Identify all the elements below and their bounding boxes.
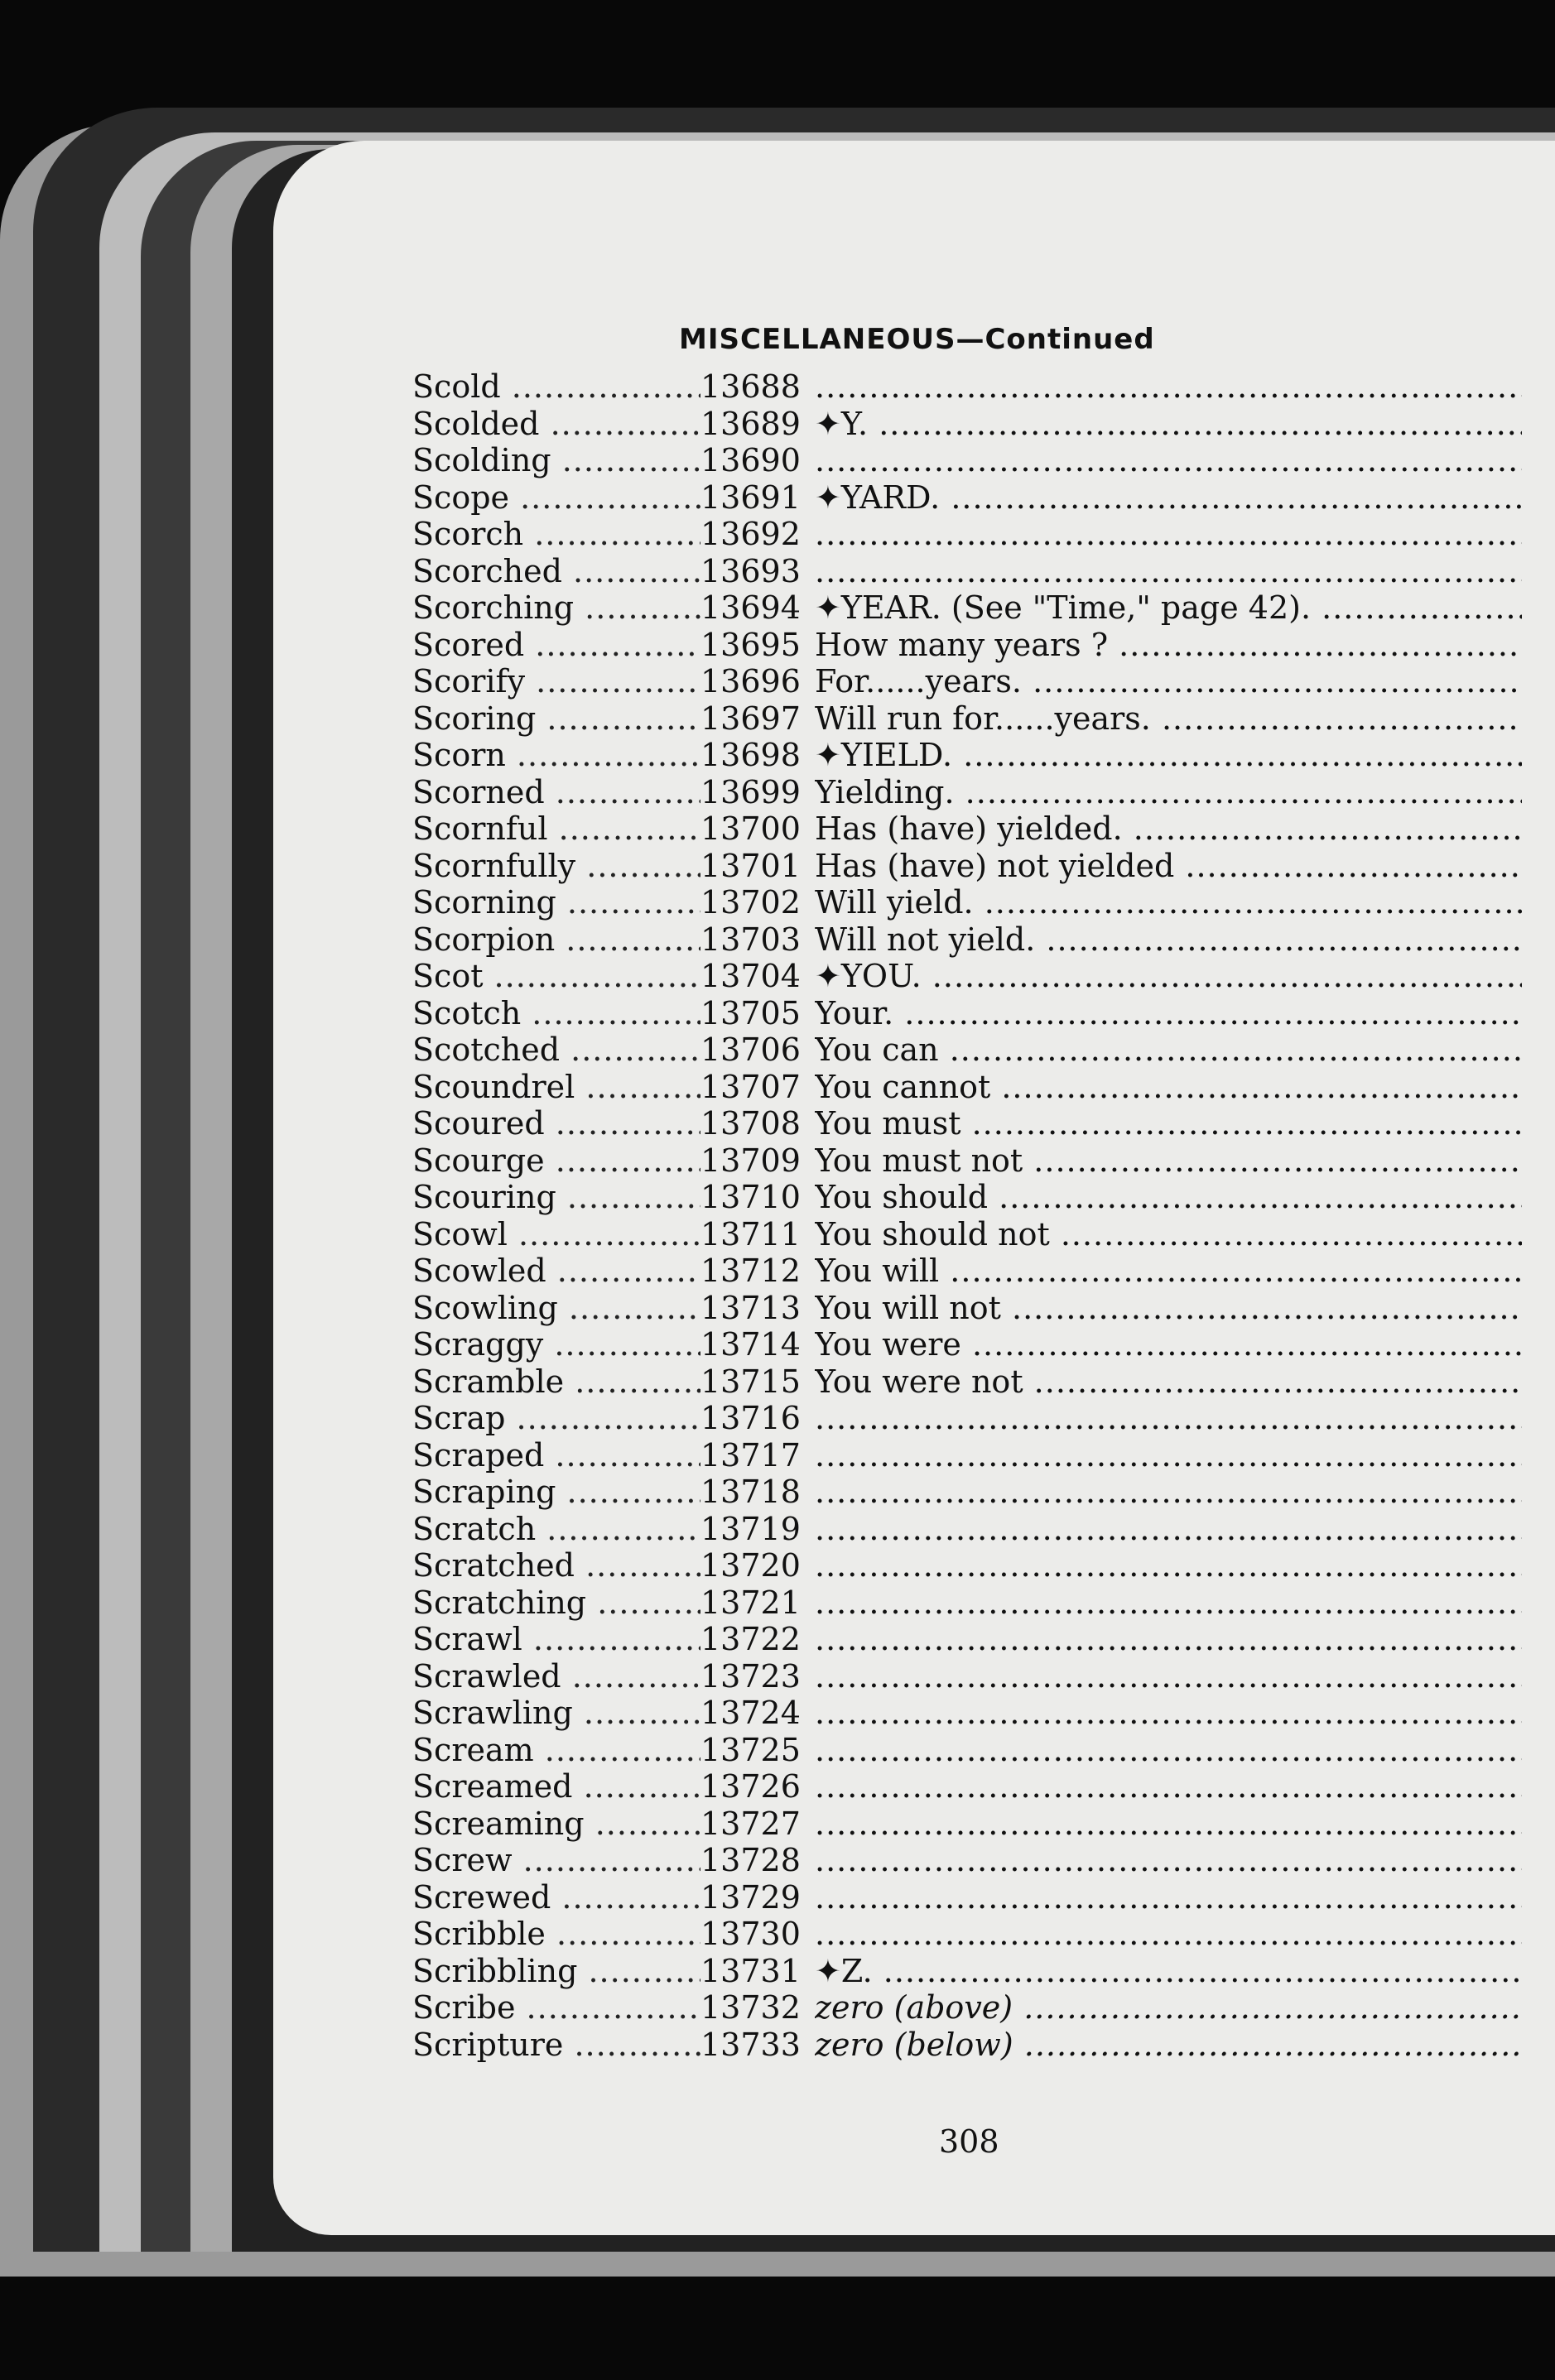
entry-word: Screaming ..... — [412, 1805, 700, 1842]
entry-code: 13724 — [700, 1695, 801, 1731]
entry-code: 13695 — [700, 626, 801, 663]
list-item — [412, 1216, 1522, 1253]
entry-word: Scratched ..... — [412, 1547, 700, 1584]
entry-code: 13694 — [700, 589, 801, 626]
list-item — [412, 810, 1522, 848]
entry-word: Scoured ..... — [412, 1105, 700, 1142]
entry-meaning: zero (below) ..... — [815, 2027, 1522, 2063]
entry-word: Scraping ..... — [412, 1474, 700, 1510]
entry-word: Scripture ..... — [412, 2027, 700, 2063]
entry-code: 13718 — [700, 1474, 801, 1510]
entry-code: 13693 — [700, 552, 801, 589]
entry-code: 13714 — [700, 1326, 801, 1363]
entry-meaning — [815, 1842, 1522, 1878]
entry-code: 13723 — [700, 1657, 801, 1695]
entry-word: Scorched ..... — [412, 553, 700, 589]
entry-meaning: You will not ..... — [815, 1290, 1522, 1326]
entry-word: Scorning ..... — [412, 884, 700, 921]
list-item — [412, 1805, 1522, 1843]
list-item — [412, 995, 1522, 1032]
entry-word: Scraggy ..... — [412, 1326, 700, 1363]
list-item — [412, 958, 1522, 995]
entry-meaning: You cannot ..... — [815, 1069, 1522, 1105]
entry-word: Scotched ..... — [412, 1031, 700, 1068]
entry-code: 13690 — [700, 442, 801, 478]
entry-word: Scream ..... — [412, 1732, 700, 1768]
entry-code: 13692 — [700, 516, 801, 552]
entry-meaning — [815, 516, 1522, 552]
entry-code: 13711 — [700, 1215, 801, 1253]
entry-word: Scorpion ..... — [412, 921, 700, 958]
entry-code: 13731 — [700, 1952, 801, 1989]
list-item — [412, 442, 1522, 479]
entry-word: Scramble ..... — [412, 1363, 700, 1400]
entry-code: 13715 — [700, 1363, 801, 1400]
list-item — [412, 1474, 1522, 1511]
entry-code: 13702 — [700, 884, 801, 921]
entry-word: Scolded ..... — [412, 406, 700, 442]
entry-meaning — [815, 1805, 1522, 1842]
entry-code: 13727 — [700, 1805, 801, 1842]
entry-word: Scorned ..... — [412, 774, 700, 810]
entry-word: Scornful ..... — [412, 810, 700, 847]
list-item — [412, 1879, 1522, 1916]
entry-word: Scorn ..... — [412, 737, 700, 773]
list-item — [412, 663, 1522, 700]
entry-meaning: Your. ..... — [815, 995, 1522, 1031]
entry-meaning — [815, 1916, 1522, 1952]
entry-word: Scratch ..... — [412, 1511, 700, 1547]
entry-word: Scolding ..... — [412, 442, 700, 478]
entry-code: 13700 — [700, 810, 801, 847]
entry-meaning: Has (have) yielded. ..... — [815, 810, 1522, 847]
entry-meaning: ✦Z. ..... — [815, 1953, 1522, 1989]
entry-word: Scourge ..... — [412, 1142, 700, 1179]
entry-meaning — [815, 553, 1522, 589]
entry-word: Scrawl ..... — [412, 1621, 700, 1657]
entry-code: 13691 — [700, 478, 801, 516]
entry-code: 13722 — [700, 1621, 801, 1657]
entry-code: 13697 — [700, 700, 801, 737]
entry-code: 13719 — [700, 1510, 801, 1547]
entry-meaning — [815, 1621, 1522, 1657]
entry-code: 13696 — [700, 663, 801, 700]
list-item — [412, 700, 1522, 738]
entry-meaning — [815, 1695, 1522, 1731]
entry-word: Scratching ..... — [412, 1584, 700, 1621]
entry-code: 13721 — [700, 1584, 801, 1621]
entry-word: Screamed ..... — [412, 1768, 700, 1805]
entry-code: 13716 — [700, 1400, 801, 1436]
entry-meaning: For......years. ..... — [815, 663, 1522, 700]
entry-meaning: ✦YEAR. (See "Time," page 42). ..... — [815, 589, 1522, 626]
entry-meaning: You will ..... — [815, 1253, 1522, 1289]
list-item — [412, 1290, 1522, 1327]
list-item — [412, 553, 1522, 590]
entry-word: Scold ..... — [412, 368, 700, 405]
entry-meaning: ✦YOU. ..... — [815, 958, 1522, 994]
entry-meaning: You can ..... — [815, 1031, 1522, 1068]
entry-code: 13725 — [700, 1731, 801, 1768]
list-item — [412, 1658, 1522, 1695]
list-item — [412, 1069, 1522, 1106]
entry-meaning: Will yield. ..... — [815, 884, 1522, 921]
list-item — [412, 1363, 1522, 1401]
list-item — [412, 737, 1522, 774]
entry-word: Scribe ..... — [412, 1989, 700, 2026]
entry-code: 13689 — [700, 405, 801, 442]
entry-code: 13726 — [700, 1768, 801, 1805]
entry-meaning: You must not ..... — [815, 1142, 1522, 1179]
entry-word: Screw ..... — [412, 1842, 700, 1878]
entry-meaning: You were ..... — [815, 1326, 1522, 1363]
entry-word: Scowled ..... — [412, 1253, 700, 1289]
entry-word: Scrap ..... — [412, 1400, 700, 1436]
entry-meaning: Yielding. ..... — [815, 774, 1522, 810]
entry-word: Scraped ..... — [412, 1437, 700, 1474]
entry-meaning: zero (above) ..... — [815, 1989, 1522, 2026]
list-item — [412, 1547, 1522, 1584]
entry-word: Scoring ..... — [412, 700, 700, 737]
entry-word: Scowling ..... — [412, 1290, 700, 1326]
list-item — [412, 1768, 1522, 1805]
list-item — [412, 1326, 1522, 1363]
entry-word: Scornfully ..... — [412, 848, 700, 884]
list-item — [412, 1105, 1522, 1142]
list-item — [412, 1953, 1522, 1990]
entry-word: Scowl ..... — [412, 1216, 700, 1253]
list-item — [412, 921, 1522, 959]
entry-code: 13688 — [700, 368, 801, 405]
entry-word: Screwed ..... — [412, 1879, 700, 1916]
list-item — [412, 2027, 1522, 2064]
entry-meaning — [815, 1768, 1522, 1805]
entry-code: 13728 — [700, 1842, 801, 1878]
entry-meaning: You should ..... — [815, 1179, 1522, 1215]
entry-meaning — [815, 1437, 1522, 1474]
entry-code: 13710 — [700, 1179, 801, 1215]
entry-word: Scorify ..... — [412, 663, 700, 700]
entry-code: 13720 — [700, 1547, 801, 1584]
list-item — [412, 479, 1522, 517]
list-item — [412, 627, 1522, 664]
entry-meaning — [815, 1879, 1522, 1916]
code-list — [412, 368, 1522, 2063]
entry-word: Scot ..... — [412, 958, 700, 994]
list-item — [412, 406, 1522, 443]
entry-meaning: Has (have) not yielded ..... — [815, 848, 1522, 884]
page-number: 308 — [939, 2123, 999, 2160]
entry-meaning: ✦YARD. ..... — [815, 479, 1522, 516]
entry-code: 13730 — [700, 1916, 801, 1952]
list-item — [412, 589, 1522, 627]
entry-meaning — [815, 1732, 1522, 1768]
entry-code: 13733 — [700, 2026, 801, 2063]
entry-meaning: You should not ..... — [815, 1216, 1522, 1253]
list-item — [412, 368, 1522, 406]
entry-code: 13717 — [700, 1436, 801, 1474]
entry-word: Scorch ..... — [412, 516, 700, 552]
entry-code: 13732 — [700, 1989, 801, 2026]
entry-word: Scrawled ..... — [412, 1658, 700, 1695]
entry-word: Scorching ..... — [412, 589, 700, 626]
entry-code: 13709 — [700, 1142, 801, 1179]
list-item — [412, 516, 1522, 553]
entry-word: Scoundrel ..... — [412, 1069, 700, 1105]
entry-code: 13712 — [700, 1253, 801, 1289]
list-item — [412, 1695, 1522, 1732]
entry-word: Scouring ..... — [412, 1179, 700, 1215]
list-item — [412, 1842, 1522, 1879]
entry-code: 13729 — [700, 1878, 801, 1916]
list-item — [412, 1253, 1522, 1290]
section-heading: MISCELLANEOUS—Continued — [679, 323, 1155, 356]
list-item — [412, 1732, 1522, 1769]
list-item — [412, 1031, 1522, 1069]
list-item — [412, 1179, 1522, 1216]
entry-meaning: How many years ? ..... — [815, 627, 1522, 663]
entry-code: 13698 — [700, 737, 801, 773]
entry-word: Scored ..... — [412, 627, 700, 663]
entry-meaning: You were not ..... — [815, 1363, 1522, 1400]
entry-meaning — [815, 1584, 1522, 1621]
entry-word: Scope ..... — [412, 479, 700, 516]
list-item — [412, 1142, 1522, 1180]
list-item — [412, 848, 1522, 885]
list-item — [412, 1916, 1522, 1953]
entry-word: Scrawling ..... — [412, 1695, 700, 1731]
list-item — [412, 1400, 1522, 1437]
entry-meaning: ✦Y. ..... — [815, 406, 1522, 442]
entry-code: 13703 — [700, 921, 801, 958]
list-item — [412, 774, 1522, 811]
entry-word: Scribble ..... — [412, 1916, 700, 1952]
entry-meaning — [815, 368, 1522, 405]
entry-meaning: ✦YIELD. ..... — [815, 737, 1522, 773]
entry-meaning — [815, 1400, 1522, 1436]
entry-meaning: Will not yield. ..... — [815, 921, 1522, 958]
entry-code: 13713 — [700, 1289, 801, 1326]
list-item — [412, 1621, 1522, 1658]
entry-meaning: You must ..... — [815, 1105, 1522, 1142]
list-item — [412, 884, 1522, 921]
entry-code: 13706 — [700, 1031, 801, 1068]
entry-code: 13705 — [700, 994, 801, 1031]
entry-word: Scotch ..... — [412, 995, 700, 1031]
list-item — [412, 1584, 1522, 1622]
list-item — [412, 1989, 1522, 2027]
entry-meaning — [815, 1474, 1522, 1510]
list-item — [412, 1511, 1522, 1548]
entry-meaning — [815, 1658, 1522, 1695]
entry-code: 13701 — [700, 847, 801, 884]
entry-meaning — [815, 442, 1522, 478]
entry-code: 13708 — [700, 1105, 801, 1142]
entry-meaning — [815, 1511, 1522, 1547]
entry-word: Scribbling ..... — [412, 1953, 700, 1989]
entry-code: 13707 — [700, 1068, 801, 1105]
entry-meaning — [815, 1547, 1522, 1584]
list-item — [412, 1437, 1522, 1474]
entry-meaning: Will run for......years. ..... — [815, 700, 1522, 737]
entry-code: 13699 — [700, 773, 801, 810]
entry-code: 13704 — [700, 958, 801, 994]
